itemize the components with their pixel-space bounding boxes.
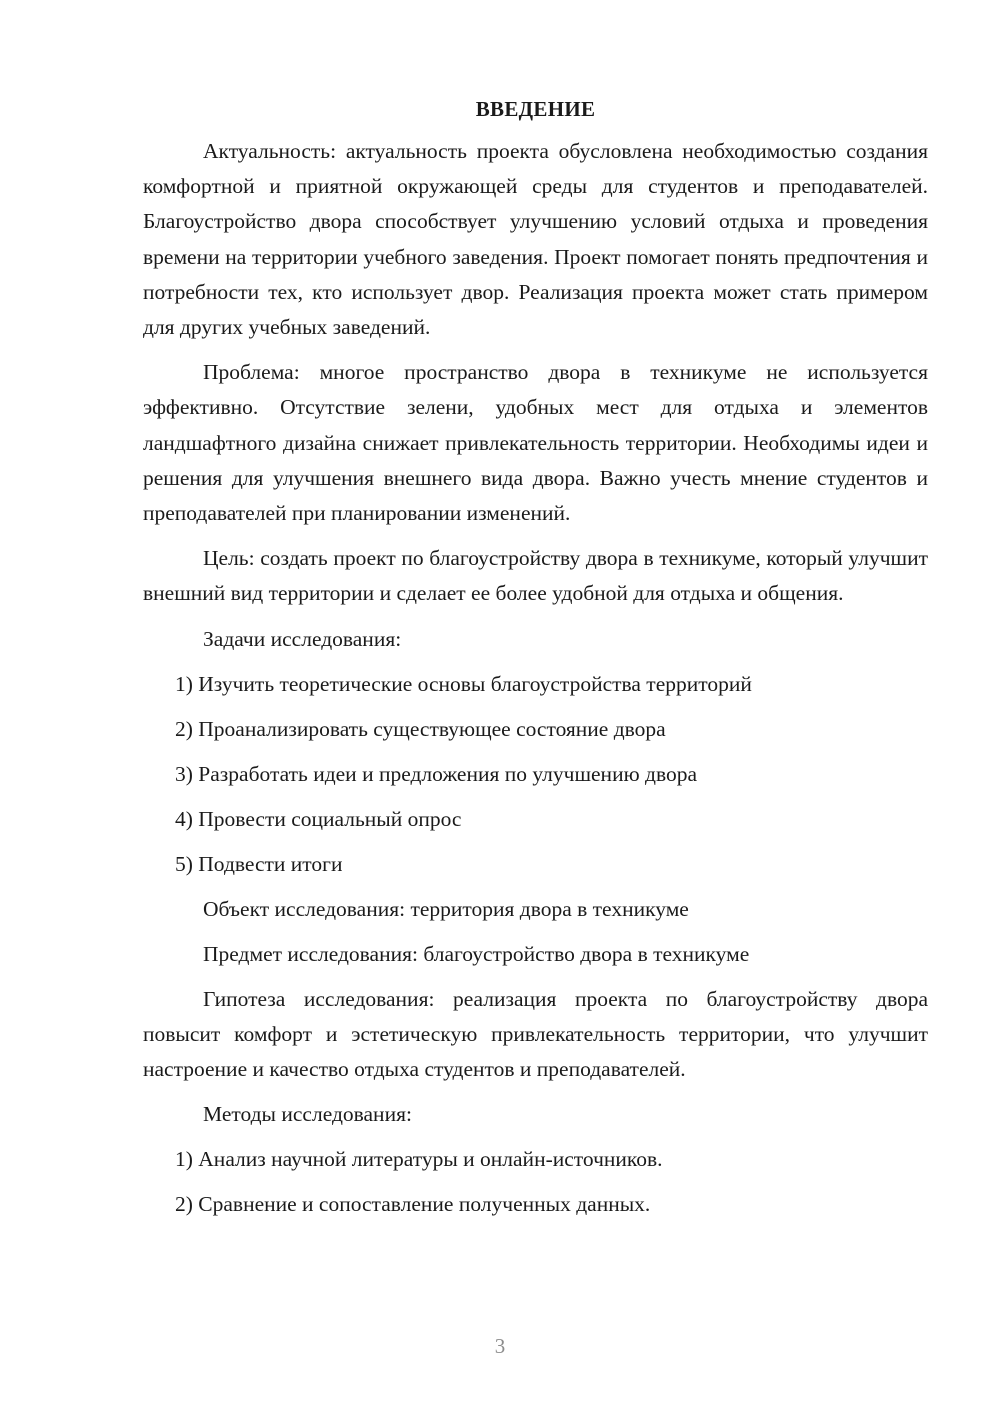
document-page xyxy=(143,94,928,1232)
method-item: 1) Анализ научной литературы и онлайн-источников. xyxy=(175,1147,663,1172)
task-item: 1) Изучить теоретические основы благоустройства территорий xyxy=(175,671,752,696)
document-heading: ВВЕДЕНИЕ xyxy=(475,97,596,121)
relevance-paragraph: Актуальность: актуальность проекта обусловлена необходимостью создания комфортной и приятной окружающей среды для студентов и преподавателей. Благоустройство двора способствует улучшению условий отдыха и проведения времени на территории учебного заведения. Проект помогает понять предпочтения и потребности тех, кто использует двор. Реализация проекта может стать примером для других учебных заведений. xyxy=(143,139,928,340)
tasks-label: Задачи исследования: xyxy=(203,626,402,651)
research-object: Объект исследования: территория двора в техникуме xyxy=(203,896,689,921)
task-item: 5) Подвести итоги xyxy=(175,851,343,876)
hypothesis-paragraph: Гипотеза исследования: реализация проекта по благоустройству двора повысит комфорт и эстетическую привлекательность территории, что улучшит настроение и качество отдыха студентов и преподавателей. xyxy=(143,986,928,1082)
method-item: 2) Сравнение и сопоставление полученных данных. xyxy=(175,1192,651,1217)
task-item: 3) Разработать идеи и предложения по улучшению двора xyxy=(175,761,697,786)
goal-paragraph: Цель: создать проект по благоустройству двора в техникуме, который улучшит внешний вид территории и сделает ее более удобной для отдыха и общения. xyxy=(143,546,928,606)
methods-label: Методы исследования: xyxy=(203,1102,412,1127)
task-item: 4) Провести социальный опрос xyxy=(175,806,462,831)
page-number: 3 xyxy=(494,1334,506,1358)
task-item: 2) Проанализировать существующее состояние двора xyxy=(175,716,666,741)
problem-paragraph: Проблема: многое пространство двора в техникуме не используется эффективно. Отсутствие зелени, удобных мест для отдыха и элементов ландшафтного дизайна снижает привлекательность территории. Необходимы идеи и решения для улучшения внешнего вида двора. Важно учесть мнение студентов и преподавателей при планировании изменений. xyxy=(143,360,928,526)
research-subject: Предмет исследования: благоустройство двора в техникуме xyxy=(203,941,750,966)
